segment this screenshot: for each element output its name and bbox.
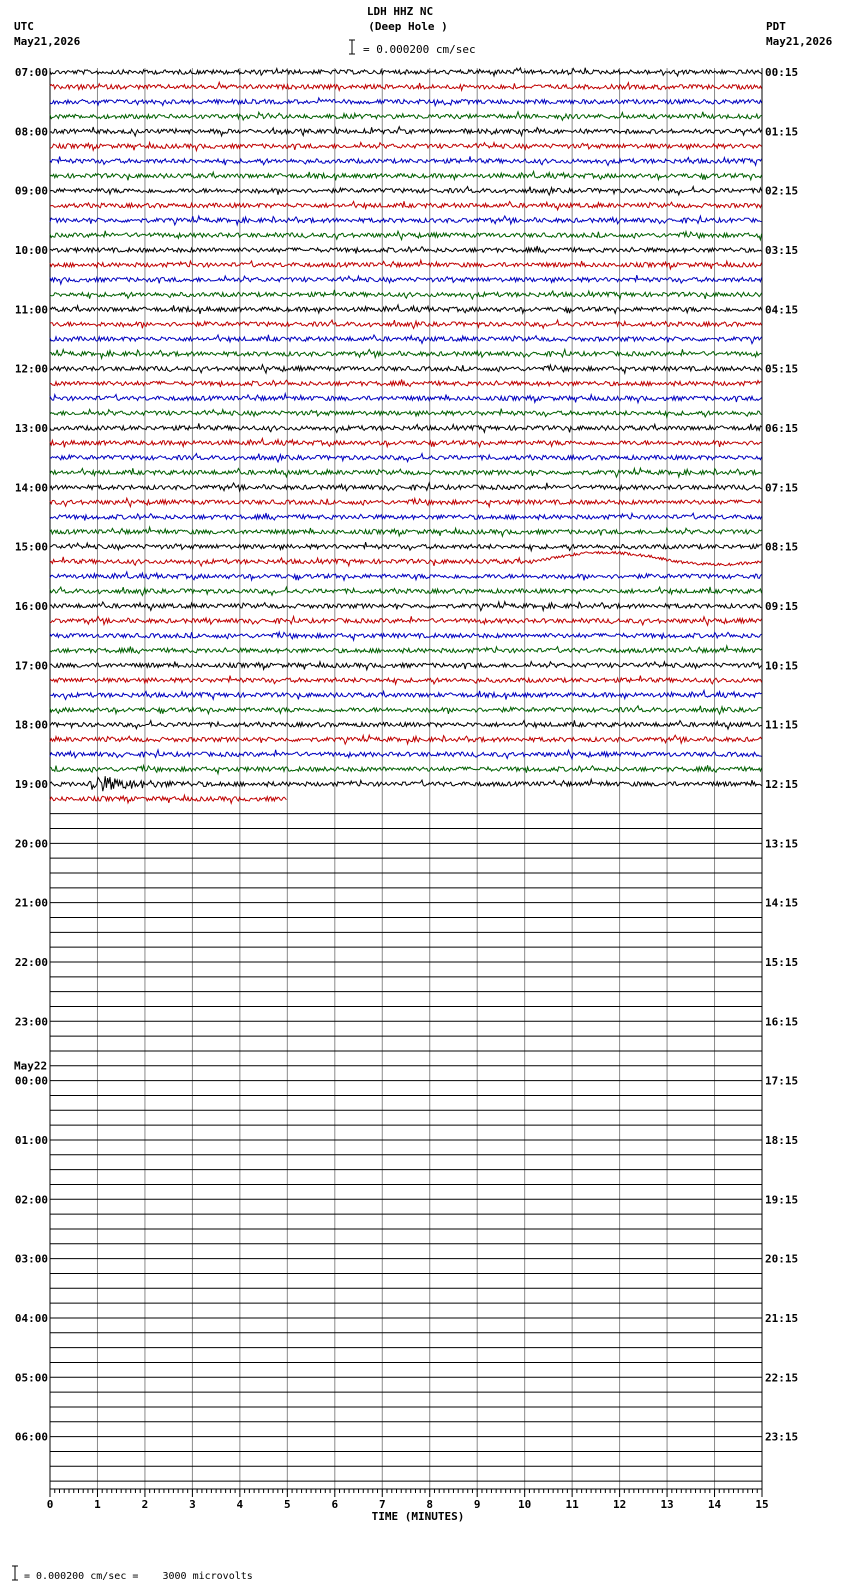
- trace-row: [50, 380, 762, 388]
- right-hour-label: 22:15: [765, 1371, 799, 1385]
- trace-row: [50, 483, 762, 491]
- trace-row: [50, 542, 762, 551]
- trace-row: [50, 409, 762, 418]
- left-hour-label: 05:00: [14, 1371, 48, 1385]
- left-hour-label: 09:00: [14, 184, 48, 198]
- x-tick-label: 8: [426, 1498, 434, 1511]
- left-hour-label: 18:00: [14, 718, 48, 732]
- trace-row: [50, 765, 762, 774]
- x-tick-label: 2: [141, 1498, 149, 1511]
- trace-row: [50, 231, 762, 240]
- left-hour-label: 00:00: [14, 1074, 48, 1088]
- right-hour-label: 02:15: [765, 184, 799, 198]
- trace-row: [50, 632, 762, 640]
- trace-row: [50, 112, 762, 121]
- trace-row: [50, 691, 762, 700]
- trace-row: [50, 552, 762, 567]
- x-axis-label: TIME (MINUTES): [371, 1510, 465, 1523]
- right-hour-label: 18:15: [765, 1133, 799, 1147]
- trace-row: [50, 454, 762, 462]
- right-hour-label: 05:15: [765, 362, 799, 376]
- trace-row: [50, 706, 762, 714]
- station-location: (Deep Hole ): [368, 20, 448, 33]
- right-hour-label: 04:15: [765, 303, 799, 317]
- x-tick-label: 15: [755, 1498, 769, 1511]
- trace-row: [50, 216, 762, 225]
- trace-row: [50, 720, 762, 729]
- x-tick-label: 3: [189, 1498, 196, 1511]
- seismic-traces: [50, 68, 762, 804]
- trace-row: [50, 320, 762, 328]
- x-tick-label: 13: [660, 1498, 674, 1511]
- left-hour-label: 13:00: [14, 421, 48, 435]
- x-tick-label: 0: [46, 1498, 54, 1511]
- right-hour-label: 00:15: [765, 66, 799, 79]
- trace-row: [50, 776, 762, 791]
- trace-row: [50, 156, 762, 165]
- trace-row: [50, 616, 762, 625]
- left-hour-label: 11:00: [14, 303, 48, 317]
- trace-row: [50, 305, 762, 314]
- trace-row: [50, 349, 762, 358]
- x-tick-label: 1: [94, 1498, 101, 1511]
- trace-row: [50, 498, 762, 507]
- trace-row: [50, 602, 762, 611]
- x-tick-label: 11: [565, 1498, 579, 1511]
- trace-row: [50, 260, 762, 269]
- right-hour-label: 09:15: [765, 599, 799, 613]
- trace-row: [50, 646, 762, 654]
- trace-row: [50, 82, 762, 90]
- x-tick-label: 9: [473, 1498, 481, 1511]
- scale-label: = 0.000200 cm/sec: [363, 43, 476, 56]
- right-hour-labels: [765, 66, 798, 1444]
- right-hour-label: 21:15: [765, 1311, 799, 1325]
- trace-row: [50, 750, 762, 759]
- right-hour-label: 15:15: [765, 955, 799, 969]
- left-hour-label: 22:00: [14, 955, 48, 969]
- trace-row: [50, 587, 762, 596]
- right-hour-label: 06:15: [765, 421, 799, 435]
- trace-row: [50, 438, 762, 447]
- trace-row: [50, 468, 762, 477]
- trace-row: [50, 171, 762, 180]
- right-hour-label: 13:15: [765, 837, 799, 851]
- left-hour-label: 20:00: [14, 837, 48, 851]
- trace-row: [50, 335, 762, 344]
- right-timezone: PDT: [766, 20, 786, 33]
- left-hour-label: 03:00: [14, 1252, 48, 1266]
- trace-row: [50, 662, 762, 670]
- right-hour-label: 03:15: [765, 243, 799, 257]
- left-hour-label: 08:00: [14, 125, 48, 139]
- footer-scale-icon: [12, 1566, 18, 1580]
- grid: [50, 68, 762, 1492]
- right-hour-label: 01:15: [765, 125, 799, 139]
- trace-row: [50, 275, 762, 284]
- trace-row: [50, 68, 762, 76]
- x-tick-label: 7: [378, 1498, 386, 1511]
- trace-row: [50, 187, 762, 195]
- right-hour-label: 11:15: [765, 718, 799, 732]
- trace-row: [50, 795, 286, 803]
- left-hour-label: 02:00: [14, 1193, 48, 1207]
- trace-row: [50, 513, 762, 521]
- scale-bar-icon: [349, 40, 355, 54]
- left-date: May21,2026: [14, 35, 81, 48]
- trace-row: [50, 394, 762, 403]
- date-change-label: May22: [14, 1059, 48, 1073]
- left-hour-label: 10:00: [14, 243, 48, 257]
- right-hour-label: 17:15: [765, 1074, 799, 1088]
- x-tick-label: 14: [707, 1498, 722, 1511]
- trace-row: [50, 527, 762, 536]
- trace-row: [50, 98, 762, 106]
- left-hour-label: 06:00: [14, 1430, 48, 1444]
- trace-row: [50, 290, 762, 299]
- left-hour-label: 17:00: [14, 659, 48, 673]
- right-hour-label: 12:15: [765, 777, 799, 791]
- left-hour-label: 23:00: [14, 1015, 48, 1029]
- x-tick-label: 6: [331, 1498, 339, 1511]
- left-hour-label: 21:00: [14, 896, 48, 910]
- right-date: May21,2026: [766, 35, 833, 48]
- left-hour-label: 04:00: [14, 1311, 48, 1325]
- x-tick-label: 4: [236, 1498, 244, 1511]
- right-hour-label: 20:15: [765, 1252, 799, 1266]
- trace-row: [50, 201, 762, 210]
- trace-row: [50, 127, 762, 136]
- station-title: LDH HHZ NC: [366, 5, 434, 18]
- right-hour-label: 07:15: [765, 481, 799, 495]
- left-hour-label: 15:00: [14, 540, 48, 554]
- trace-row: [50, 676, 762, 685]
- left-hour-label: 01:00: [14, 1133, 48, 1147]
- left-hour-label: 07:00: [14, 66, 48, 79]
- left-hour-label: 16:00: [14, 599, 48, 613]
- right-hour-label: 19:15: [765, 1193, 799, 1207]
- trace-row: [50, 423, 762, 432]
- trace-row: [50, 143, 762, 151]
- left-hour-labels: [14, 66, 48, 1444]
- right-hour-label: 10:15: [765, 659, 799, 673]
- right-hour-label: 16:15: [765, 1015, 799, 1029]
- left-hour-label: 12:00: [14, 362, 48, 376]
- trace-row: [50, 365, 762, 374]
- right-hour-label: 08:15: [765, 540, 799, 554]
- right-hour-label: 14:15: [765, 896, 799, 910]
- footer-scale-label: = 0.000200 cm/sec = 3000 microvolts: [24, 1571, 253, 1582]
- x-tick-label: 12: [612, 1498, 627, 1511]
- trace-row: [50, 735, 762, 744]
- right-hour-label: 23:15: [765, 1430, 799, 1444]
- trace-row: [50, 246, 762, 254]
- trace-row: [50, 572, 762, 581]
- left-hour-label: 14:00: [14, 481, 48, 495]
- x-tick-label: 10: [518, 1498, 532, 1511]
- x-axis: [47, 1489, 769, 1511]
- x-tick-label: 5: [284, 1498, 291, 1511]
- left-hour-label: 19:00: [14, 777, 48, 791]
- left-timezone: UTC: [14, 20, 34, 33]
